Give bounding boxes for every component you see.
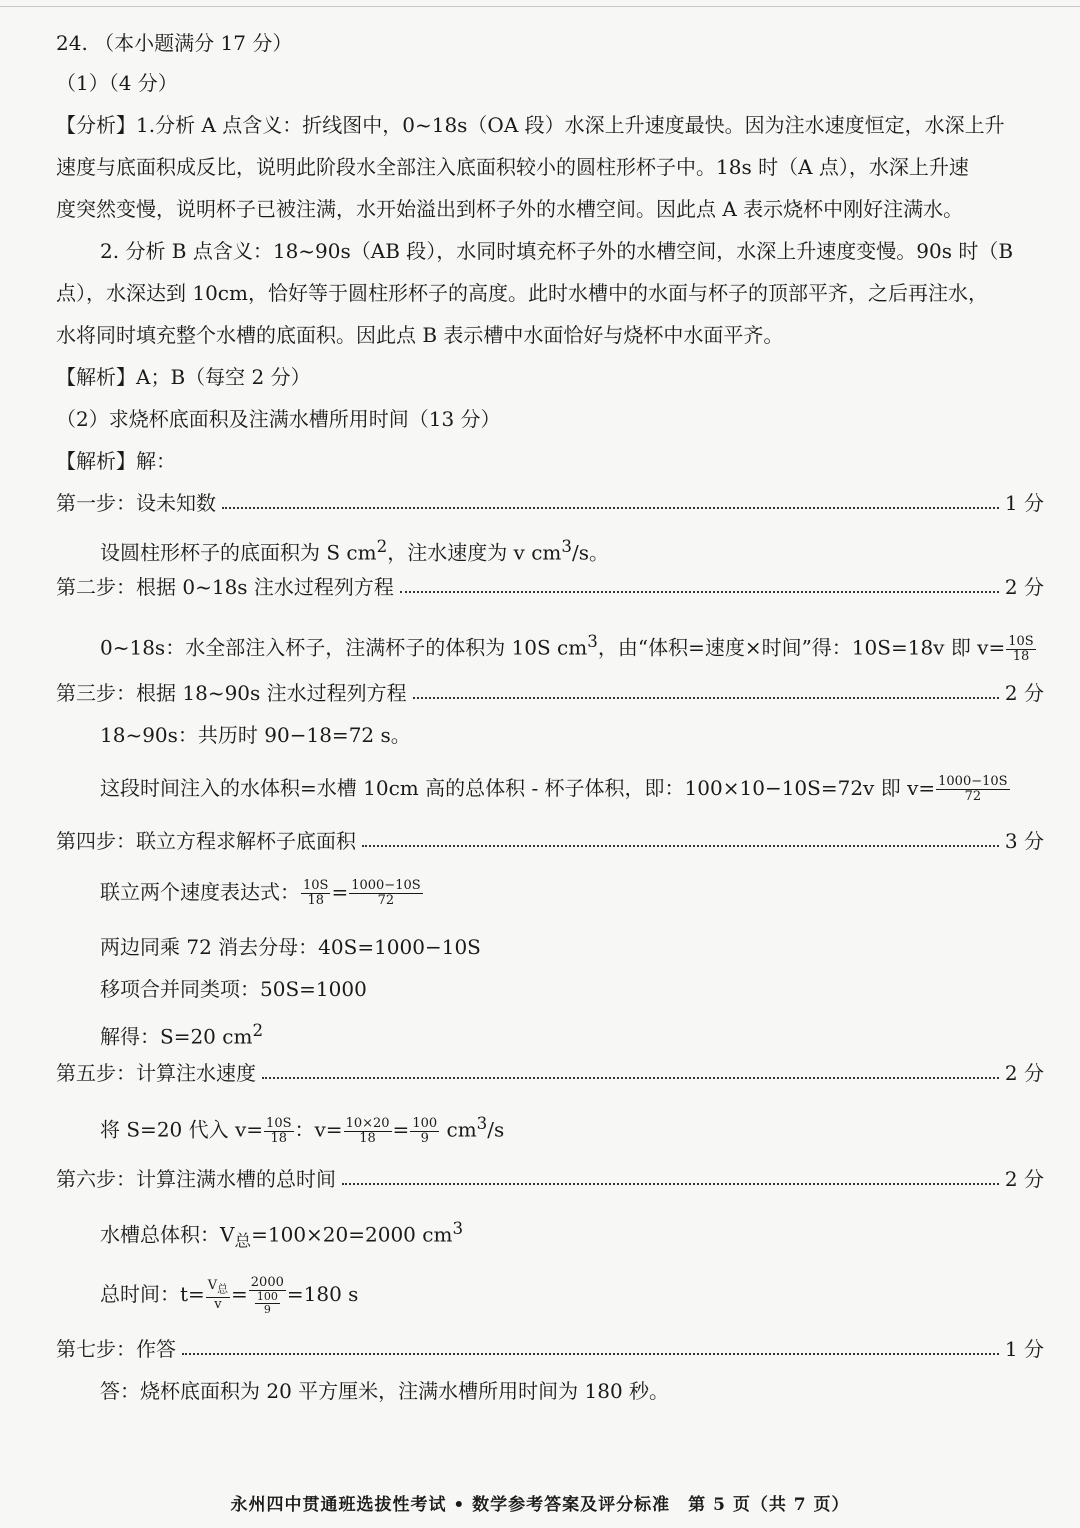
step-3-line-1: 18~90s：共历时 90−18=72 s。	[100, 723, 411, 747]
step-1-row	[56, 488, 1044, 518]
step-label: 第四步：联立方程求解杯子底面积	[56, 829, 356, 853]
step-4-row	[56, 826, 1044, 856]
part2-intro: 【解析】解：	[56, 449, 176, 473]
fraction: $\frac{100}{9}$	[256, 1289, 278, 1316]
step-6-volume: 水槽总体积：$V_总=100\times 20=2000$ $cm^3$	[100, 1219, 464, 1251]
fraction: $\frac{100}{9}$	[412, 1115, 438, 1146]
fraction: $\frac{1000-10S}{72}$	[351, 878, 421, 908]
step-6-time: 总时间：t= $\frac{V_总}{v}$ = $\frac{2000}{\frac{100}{9}}$ =180 s	[100, 1274, 359, 1316]
step-points: 2 分	[1004, 681, 1044, 705]
fraction: $\frac{10S}{18}$	[1008, 633, 1034, 664]
step-3-detail: 这段时间注入的水体积=水槽 10cm 高的总体积 - 杯子体积，即：100×10−10S=72v 即 v= $\frac{1000-10S}{72}$	[100, 774, 1008, 804]
step-label: 第六步：计算注满水槽的总时间	[56, 1167, 336, 1191]
fraction: $\frac{10S}{18}$	[266, 1115, 292, 1146]
step-3-row	[56, 678, 1044, 708]
step-points: 2 分	[1004, 1061, 1044, 1085]
step-points: 2 分	[1004, 575, 1044, 599]
step-label: 第二步：根据 0~18s 注水过程列方程	[56, 575, 394, 599]
analysis-1-line-a: 【分析】1.分析 A 点含义：折线图中，0~18s（OA 段）水深上升速度最快。因为注水速度恒定，水深上升	[56, 113, 1005, 137]
analysis-2-line-c: 水将同时填充整个水槽的底面积。因此点 B 表示槽中水面恰好与烧杯中水面平齐。	[56, 323, 784, 347]
step-2-row	[56, 572, 1044, 602]
page-footer: 永州四中贯通班选拔性考试 • 数学参考答案及评分标准 第 5 页（共 7 页）	[230, 1495, 850, 1515]
leader-dots	[222, 507, 999, 509]
step-label: 第七步：作答	[56, 1337, 176, 1361]
leader-dots	[400, 591, 999, 593]
step-4-line-4: 解得：S=20 $cm^2$	[100, 1021, 264, 1049]
fraction: $\frac{10\times 20}{18}$	[345, 1115, 390, 1146]
fraction: $\frac{V_总}{v}$	[207, 1278, 229, 1312]
analysis-2-line-a: 2. 分析 B 点含义：18~90s（AB 段），水同时填充杯子外的水槽空间，水深上升速度变慢。90s 时（B	[100, 239, 1014, 263]
step-5-detail: 将 S=20 代入 v= $\frac{10S}{18}$ ：v= $\frac{10\times 20}{18}$ = $\frac{100}{9}$ $cm^3/s$	[100, 1114, 505, 1146]
step-points: 1 分	[1004, 1337, 1044, 1361]
step-1-detail: 设圆柱形杯子的底面积为 S $cm^2$，注水速度为 v $cm^3/s$。	[100, 537, 610, 565]
analysis-2-line-b: 点），水深达到 10cm，恰好等于圆柱形杯子的高度。此时水槽中的水面与杯子的顶部平齐，之后再注水，	[56, 281, 988, 305]
leader-dots	[413, 697, 999, 699]
step-7-row	[56, 1334, 1044, 1364]
analysis-1-line-b: 速度与底面积成反比，说明此阶段水全部注入底面积较小的圆柱形杯子中。18s 时（A 点），水深上升速	[56, 155, 969, 179]
step-points: 3 分	[1004, 829, 1044, 853]
part1-title: （1）（4 分）	[56, 71, 178, 95]
final-answer: 答：烧杯底面积为 20 平方厘米，注满水槽所用时间为 180 秒。	[100, 1379, 670, 1403]
part1-answer: 【解析】A；B（每空 2 分）	[56, 365, 311, 389]
fraction: $\frac{1000-10S}{72}$	[938, 774, 1008, 804]
step-6-row	[56, 1164, 1044, 1194]
step-points: 2 分	[1004, 1167, 1044, 1191]
question-header: 24. （本小题满分 17 分）	[56, 31, 293, 55]
analysis-1-line-c: 度突然变慢，说明杯子已被注满，水开始溢出到杯子外的水槽空间。因此点 A 表示烧杯中刚好注满水。	[56, 197, 964, 221]
step-4-detail: 联立两个速度表达式： $\frac{10S}{18}$ = $\frac{1000-10S}{72}$	[100, 878, 421, 908]
fraction: $\frac{2000}{\frac{100}{9}}$	[250, 1274, 284, 1316]
fraction: $\frac{10S}{18}$	[303, 878, 329, 908]
step-label: 第三步：根据 18~90s 注水过程列方程	[56, 681, 407, 705]
step-2-detail: 0~18s：水全部注入杯子，注满杯子的体积为 10S $cm^3$，由“体积=速度×时间”得：10S=18v 即 v= $\frac{10S}{18}$	[100, 632, 1034, 664]
step-points: 1 分	[1004, 491, 1044, 515]
leader-dots	[342, 1183, 999, 1185]
top-rule	[0, 6, 1080, 7]
step-4-line-3: 移项合并同类项：50S=1000	[100, 977, 367, 1001]
part2-title: （2）求烧杯底面积及注满水槽所用时间（13 分）	[56, 407, 501, 431]
step-label: 第一步：设未知数	[56, 491, 216, 515]
leader-dots	[182, 1353, 999, 1355]
step-5-row	[56, 1058, 1044, 1088]
leader-dots	[262, 1077, 999, 1079]
step-label: 第五步：计算注水速度	[56, 1061, 256, 1085]
leader-dots	[362, 845, 999, 847]
step-4-line-2: 两边同乘 72 消去分母：40S=1000−10S	[100, 935, 481, 959]
